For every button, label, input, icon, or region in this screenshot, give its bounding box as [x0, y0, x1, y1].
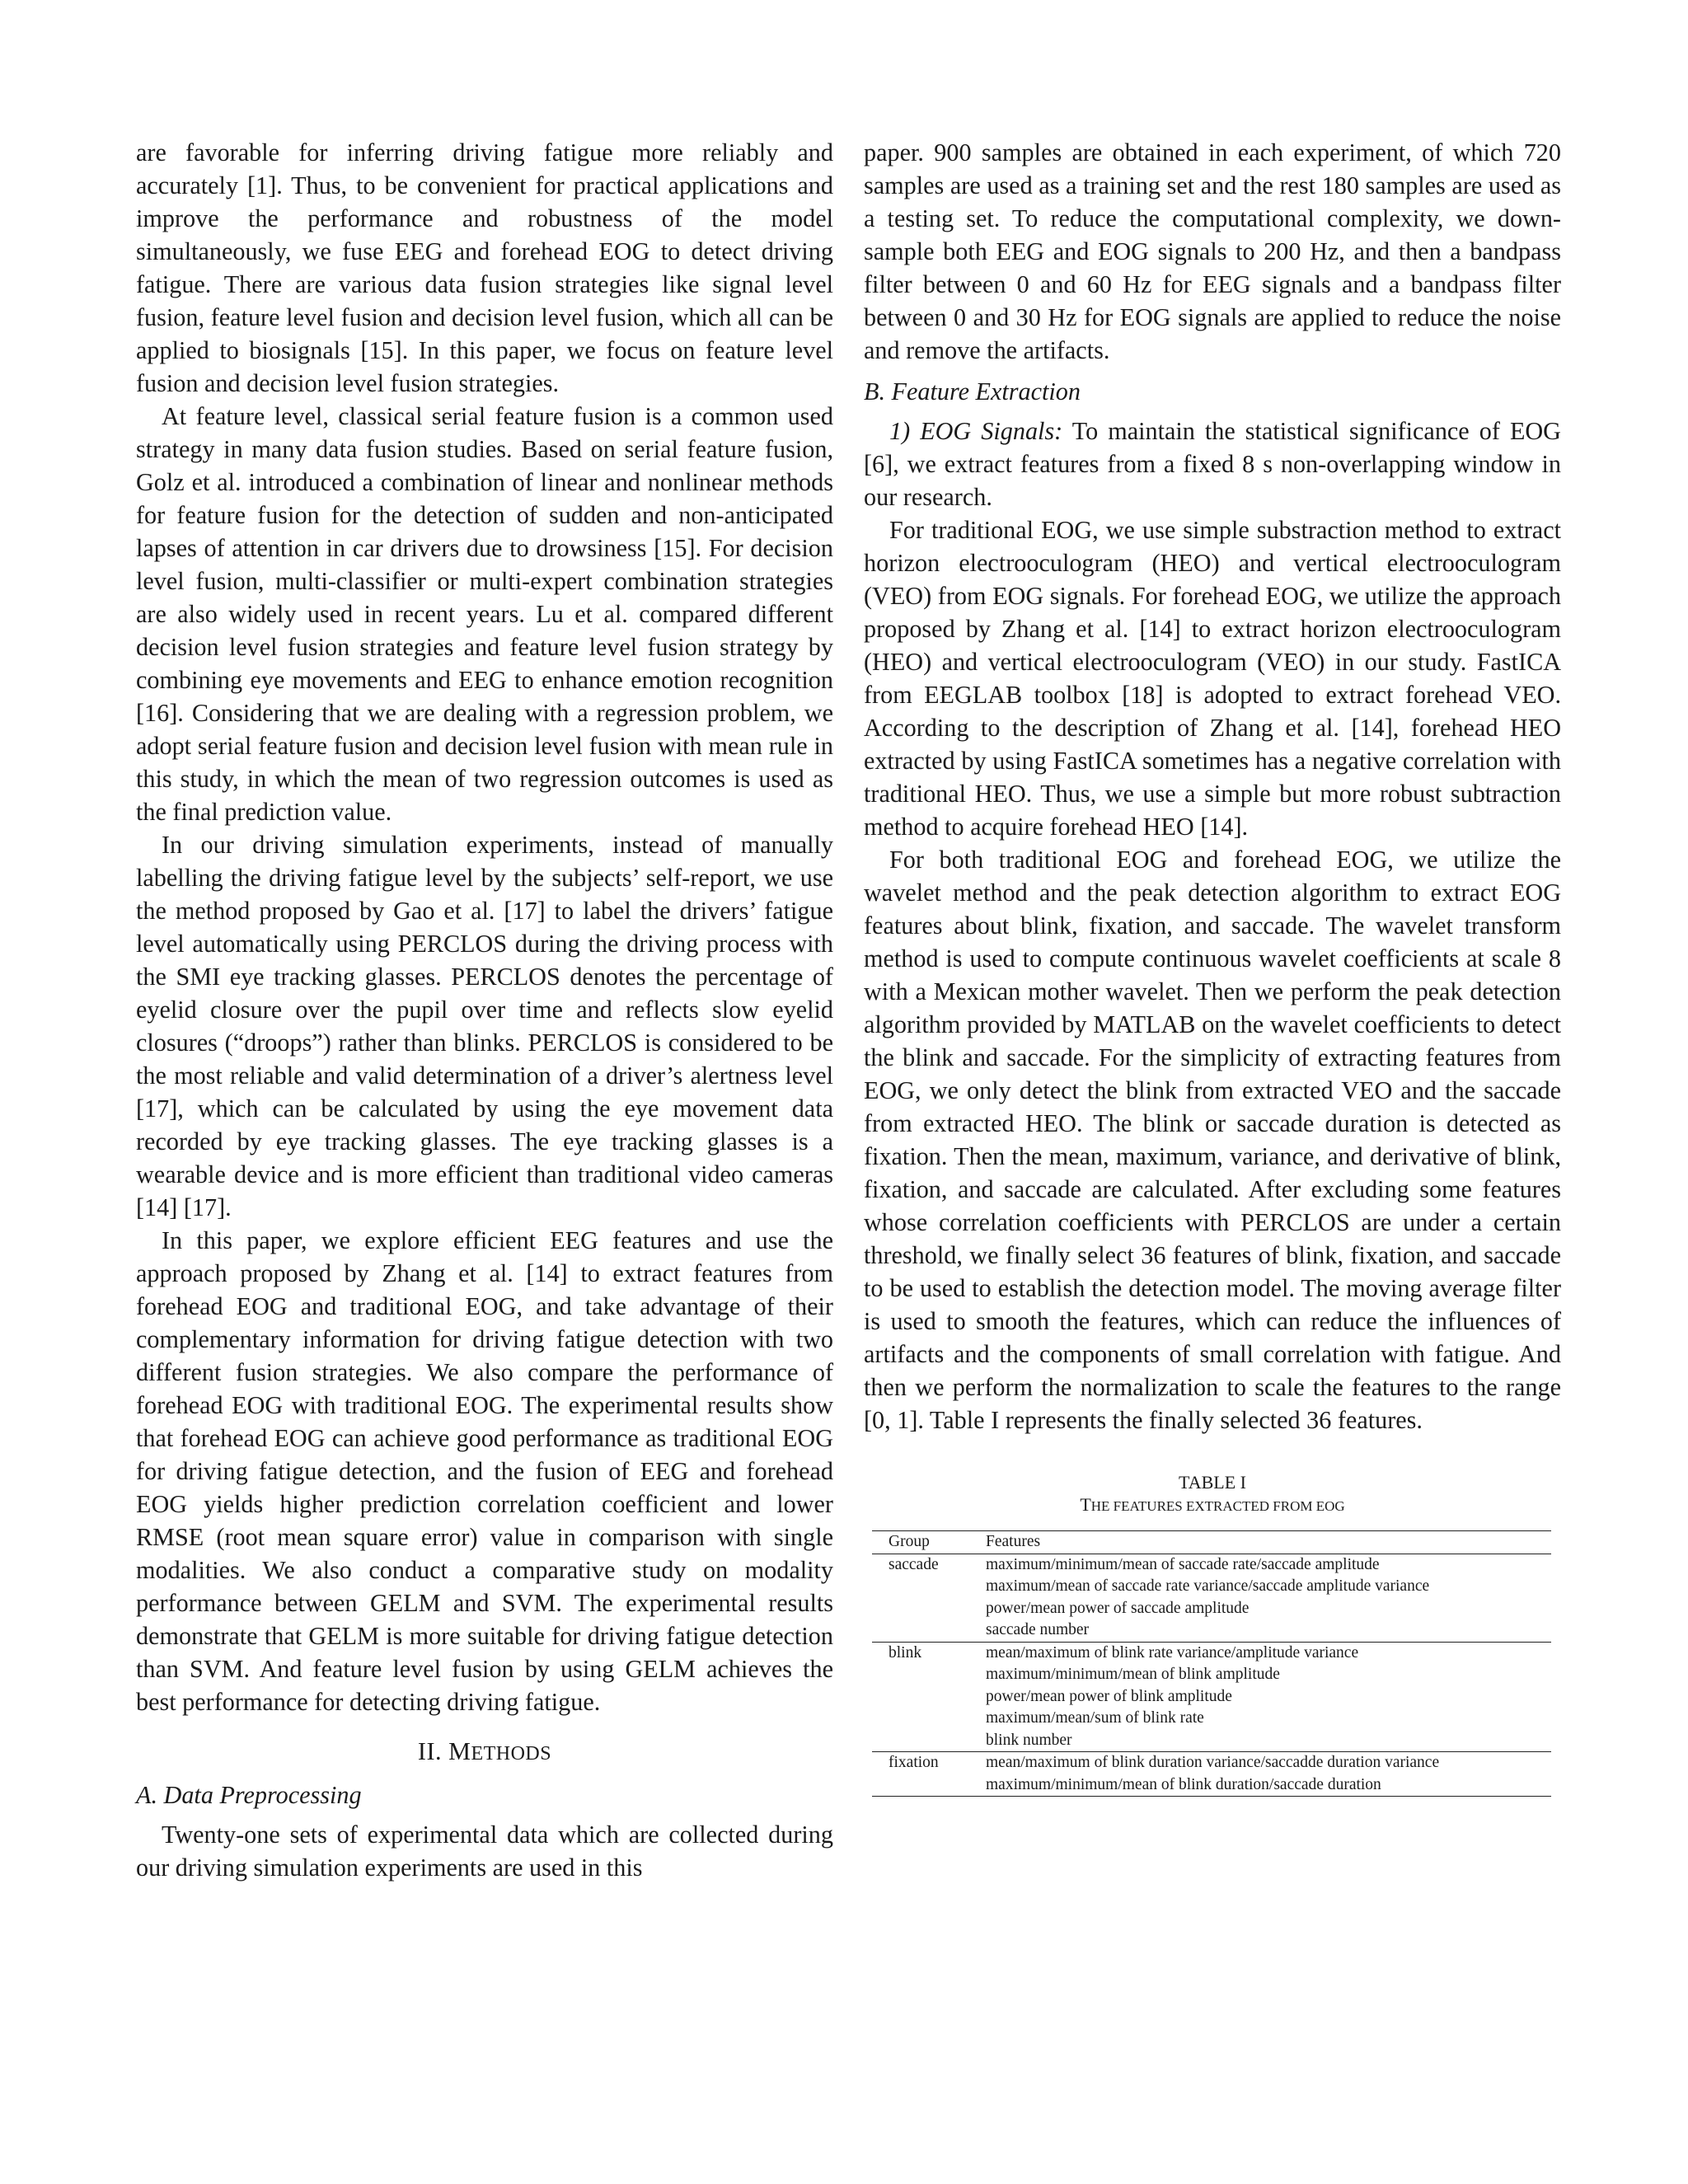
left-column: [136, 136, 833, 1884]
table-caption: [864, 1493, 1561, 1517]
paragraph: paper. 900 samples are obtained in each experiment, of which 720 samples are used as a training set and the rest 180 samples are used as a testing set. To reduce the computational complexity, we down-sample both EEG and EOG signals to 200 Hz, and then a bandpass filter between 0 and 60 Hz for EEG signals and a bandpass filter between 0 and 30 Hz for EOG signals are applied to reduce the noise and remove the artifacts.: [864, 138, 1561, 364]
table-header-group: Group: [872, 1531, 969, 1554]
feature-item: maximum/mean of saccade rate variance/saccade amplitude variance: [986, 1577, 1430, 1595]
table-cell-group: saccade: [872, 1554, 969, 1642]
table-header-row: [872, 1531, 1551, 1554]
feature-item: mean/maximum of blink duration variance/saccadde duration variance: [986, 1754, 1440, 1771]
feature-item: blink number: [986, 1731, 1072, 1749]
paragraph: In our driving simulation experiments, instead of manually labelling the driving fatigue level by the subjects’ self-report, we use the method proposed by Gao et al. [17] to label the drivers’ fatigue level automatically using PERCLOS during the driving process with the SMI eye tracking glasses. PERCLOS denotes the percentage of eyelid closure over the pupil over time and reflects slow eyelid closures (“droops”) rather than blinks. PERCLOS is considered to be the most reliable and valid determination of a driver’s alertness level [17], which can be calculated by using the eye movement data recorded by eye tracking glasses. The eye tracking glasses is a wearable device and is more efficient than traditional video cameras [14] [17].: [136, 831, 833, 1221]
feature-item: maximum/mean/sum of blink rate: [986, 1709, 1204, 1727]
section-heading-methods: [136, 1735, 833, 1770]
table-caption-initial: T: [1080, 1494, 1091, 1515]
features-table: [872, 1530, 1551, 1797]
feature-item: maximum/minimum/mean of blink amplitude: [986, 1666, 1280, 1683]
table-cell-group: fixation: [872, 1752, 969, 1797]
paragraph: For both traditional EOG and forehead EOG, we utilize the wavelet method and the peak detection algorithm to extract EOG features about blink, fixation, and saccade. The wavelet transform method is used to compute continuous wavelet coefficients at scale 8 with a Mexican mother wavelet. Then we perform the peak detection algorithm provided by MATLAB on the wavelet coefficients to detect the blink and saccade. For the simplicity of extracting features from EOG, we only detect the blink from extracted VEO and the saccade from extracted HEO. The blink or saccade duration is detected as fixation. Then the mean, maximum, variance, and derivative of blink, fixation, and saccade are calculated. After excluding some features whose correlation coefficients with PERCLOS are under a certain threshold, we finally select 36 features of blink, fixation, and saccade to be used to establish the detection model. The moving average filter is used to smooth the features, which can reduce the influences of artifacts and the components of small correlation with fatigue. And then we perform the normalization to scale the features to the range [0, 1]. Table I represents the finally selected 36 features.: [864, 846, 1561, 1434]
table-block: [864, 1471, 1561, 1797]
feature-item: maximum/minimum/mean of blink duration/saccade duration: [986, 1775, 1381, 1793]
paragraph-heading-eog-signals: 1) EOG Signals:: [889, 417, 1063, 445]
section-title-initial: M: [448, 1737, 471, 1765]
table-cell-features: [969, 1642, 1551, 1752]
table-row: [872, 1752, 1551, 1797]
paragraph: For traditional EOG, we use simple substraction method to extract horizon electrooculogram (HEO) and vertical electrooculogram (VEO) from EOG signals. For forehead EOG, we utilize the approach proposed by Zhang et al. [14] to extract horizon electrooculogram (HEO) and vertical electrooculogram (VEO) in our study. FastICA from EEGLAB toolbox [18] is adopted to extract forehead VEO. According to the description of Zhang et al. [14], forehead HEO extracted by using FastICA sometimes has a negative correlation with traditional HEO. Thus, we use a simple but more robust subtraction method to acquire forehead HEO [14].: [864, 516, 1561, 841]
feature-item: maximum/minimum/mean of saccade rate/saccade amplitude: [986, 1555, 1380, 1573]
paragraph-eog-signals: [864, 415, 1561, 513]
section-title-rest: ETHODS: [471, 1743, 552, 1765]
paragraph: Twenty-one sets of experimental data which are collected during our driving simulation experiments are used in this: [136, 1821, 833, 1882]
table-header-features: Features: [969, 1531, 1551, 1554]
table-cell-features: [969, 1554, 1551, 1642]
table-row: [872, 1554, 1551, 1642]
subsection-heading-feature-extraction: B. Feature Extraction: [864, 377, 1081, 405]
feature-item: power/mean power of saccade amplitude: [986, 1599, 1250, 1617]
section-number: II.: [417, 1737, 449, 1765]
paragraph: At feature level, classical serial feature fusion is a common used strategy in many data fusion studies. Based on serial feature fusion, Golz et al. introduced a combination of linear and nonlinear methods for feature fusion for the detection of sudden and non-anticipated lapses of attention in car drivers due to drowsiness [15]. For decision level fusion, multi-classifier or multi-expert combination strategies are also widely used in recent years. Lu et al. compared different decision level fusion strategies and feature level fusion strategy by combining eye movements and EEG to enhance emotion recognition [16]. Considering that we are dealing with a regression problem, we adopt serial feature fusion and decision level fusion with mean rule in this study, in which the mean of two regression outcomes is used as the final prediction value.: [136, 402, 833, 826]
paragraph: In this paper, we explore efficient EEG features and use the approach proposed by Zhang et al. [14] to extract features from forehead EOG and traditional EOG, and take advantage of their complementary information for driving fatigue detection with two different fusion strategies. We also compare the performance of forehead EOG with traditional EOG. The experimental results show that forehead EOG can achieve good performance as traditional EOG for driving fatigue detection, and the fusion of EEG and forehead EOG yields higher prediction correlation coefficient and lower RMSE (root mean square error) value in comparison with single modalities. We also conduct a comparative study on modality performance between GELM and SVM. The experimental results demonstrate that GELM is more suitable for driving fatigue detection than SVM. And feature level fusion by using GELM achieves the best performance for detecting driving fatigue.: [136, 1226, 833, 1716]
right-column: [864, 136, 1561, 1797]
feature-item: saccade number: [986, 1621, 1090, 1638]
paragraph-text: To maintain the statistical significance of EOG [6], we extract features from a fixed 8 s non-overlapping window in our research.: [864, 417, 1561, 511]
feature-item: power/mean power of blink amplitude: [986, 1687, 1232, 1705]
table-caption-rest: HE FEATURES EXTRACTED FROM EOG: [1090, 1498, 1345, 1514]
table-cell-group: blink: [872, 1642, 969, 1752]
table-row: [872, 1642, 1551, 1752]
subsection-heading-data-preprocessing: A. Data Preprocessing: [136, 1781, 362, 1809]
feature-item: mean/maximum of blink rate variance/amplitude variance: [986, 1643, 1359, 1661]
paragraph: are favorable for inferring driving fatigue more reliably and accurately [1]. Thus, to be convenient for practical applications and improve the performance and robustness of the model simultaneously, we fuse EEG and forehead EOG to detect driving fatigue. There are various data fusion strategies like signal level fusion, feature level fusion and decision level fusion, which all can be applied to biosignals [15]. In this paper, we focus on feature level fusion and decision level fusion strategies.: [136, 138, 833, 397]
table-label: TABLE I: [1179, 1472, 1246, 1493]
table-cell-features: [969, 1752, 1551, 1797]
